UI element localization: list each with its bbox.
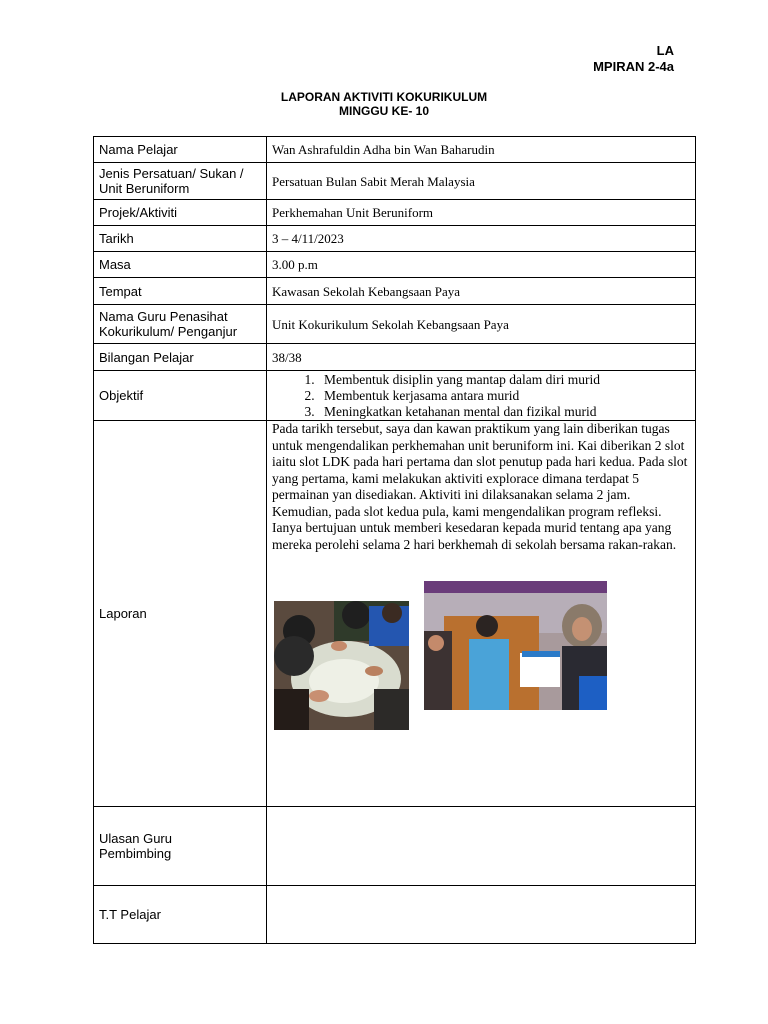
label-jenis-persatuan-line1: Jenis Persatuan/ Sukan / [99, 166, 244, 181]
row-tarikh [94, 226, 696, 252]
value-objektif [267, 371, 696, 421]
objektif-item: 2. Membentuk kerjasama antara murid [318, 388, 690, 404]
label-ulasan-line1: Ulasan Guru [99, 831, 172, 846]
label-ulasan-guru [94, 807, 267, 886]
label-jenis-persatuan [94, 163, 267, 200]
report-table [93, 136, 696, 944]
label-masa: Masa [94, 252, 267, 278]
value-nama-pelajar: Wan Ashrafuldin Adha bin Wan Baharudin [267, 137, 696, 163]
value-laporan [267, 421, 696, 807]
row-tt-pelajar [94, 886, 696, 944]
lampiran-label [593, 43, 674, 75]
objektif-item: 3. Meningkatkan ketahanan mental dan fizikal murid [318, 404, 690, 420]
row-laporan [94, 421, 696, 807]
label-bilangan: Bilangan Pelajar [94, 344, 267, 371]
row-jenis-persatuan [94, 163, 696, 200]
value-projek: Perkhemahan Unit Beruniform [267, 200, 696, 226]
value-ulasan-guru [267, 807, 696, 886]
photo-explorace-activity [274, 601, 409, 730]
label-projek: Projek/Aktiviti [94, 200, 267, 226]
row-masa [94, 252, 696, 278]
value-bilangan: 38/38 [267, 344, 696, 371]
row-ulasan-guru [94, 807, 696, 886]
value-tempat: Kawasan Sekolah Kebangsaan Paya [267, 278, 696, 305]
label-objektif: Objektif [94, 371, 267, 421]
value-masa: 3.00 p.m [267, 252, 696, 278]
objektif-list [272, 372, 690, 420]
value-guru-penasihat: Unit Kokurikulum Sekolah Kebangsaan Paya [267, 305, 696, 344]
label-jenis-persatuan-line2: Unit Beruniform [99, 181, 190, 196]
label-ulasan-line2: Pembimbing [99, 846, 172, 861]
label-tempat: Tempat [94, 278, 267, 305]
value-jenis-persatuan: Persatuan Bulan Sabit Merah Malaysia [267, 163, 696, 200]
label-guru-penasihat-line1: Nama Guru Penasihat [99, 309, 228, 324]
label-guru-penasihat-line2: Kokurikulum/ Penganjur [99, 324, 238, 339]
photo-refleksi-program [424, 581, 607, 710]
label-tt-pelajar: T.T Pelajar [94, 886, 267, 944]
row-objektif [94, 371, 696, 421]
report-title [0, 90, 768, 118]
row-projek [94, 200, 696, 226]
objektif-item: 1. Membentuk disiplin yang mantap dalam diri murid [318, 372, 690, 388]
value-tt-pelajar [267, 886, 696, 944]
lampiran-line-1: LA [656, 43, 674, 58]
label-tarikh: Tarikh [94, 226, 267, 252]
row-bilangan [94, 344, 696, 371]
label-nama-pelajar: Nama Pelajar [94, 137, 267, 163]
label-guru-penasihat [94, 305, 267, 344]
label-laporan: Laporan [94, 421, 267, 807]
report-title-main: LAPORAN AKTIVITI KOKURIKULUM [280, 90, 488, 104]
laporan-text: Pada tarikh tersebut, saya dan kawan praktikum yang lain diberikan tugas untuk mengendalikan perkhemahan unit beruniform ini. Kai diberikan 2 slot iaitu slot LDK pada hari pertama dan slot penutup pada hari kedua. Pada slot yang pertama, kami melakukan aktiviti explorace dimana terdapat 5 permainan yan disediakan. Aktiviti ini dilaksanakan selama 2 jam. Kemudian, pada slot kedua pula, kami mengendalikan program refleksi. Ianya bertujuan untuk memberi kesedaran kepada murid tentang apa yang mereka perolehi selama 2 hari berkhemah di sekolah bersama rakan-rakan. [272, 421, 688, 552]
report-title-week: MINGGU KE- 10 [338, 104, 429, 118]
row-guru-penasihat [94, 305, 696, 344]
photo-gallery [272, 553, 690, 793]
row-tempat [94, 278, 696, 305]
lampiran-line-2: MPIRAN 2-4a [593, 59, 674, 74]
value-tarikh: 3 – 4/11/2023 [267, 226, 696, 252]
row-nama-pelajar [94, 137, 696, 163]
